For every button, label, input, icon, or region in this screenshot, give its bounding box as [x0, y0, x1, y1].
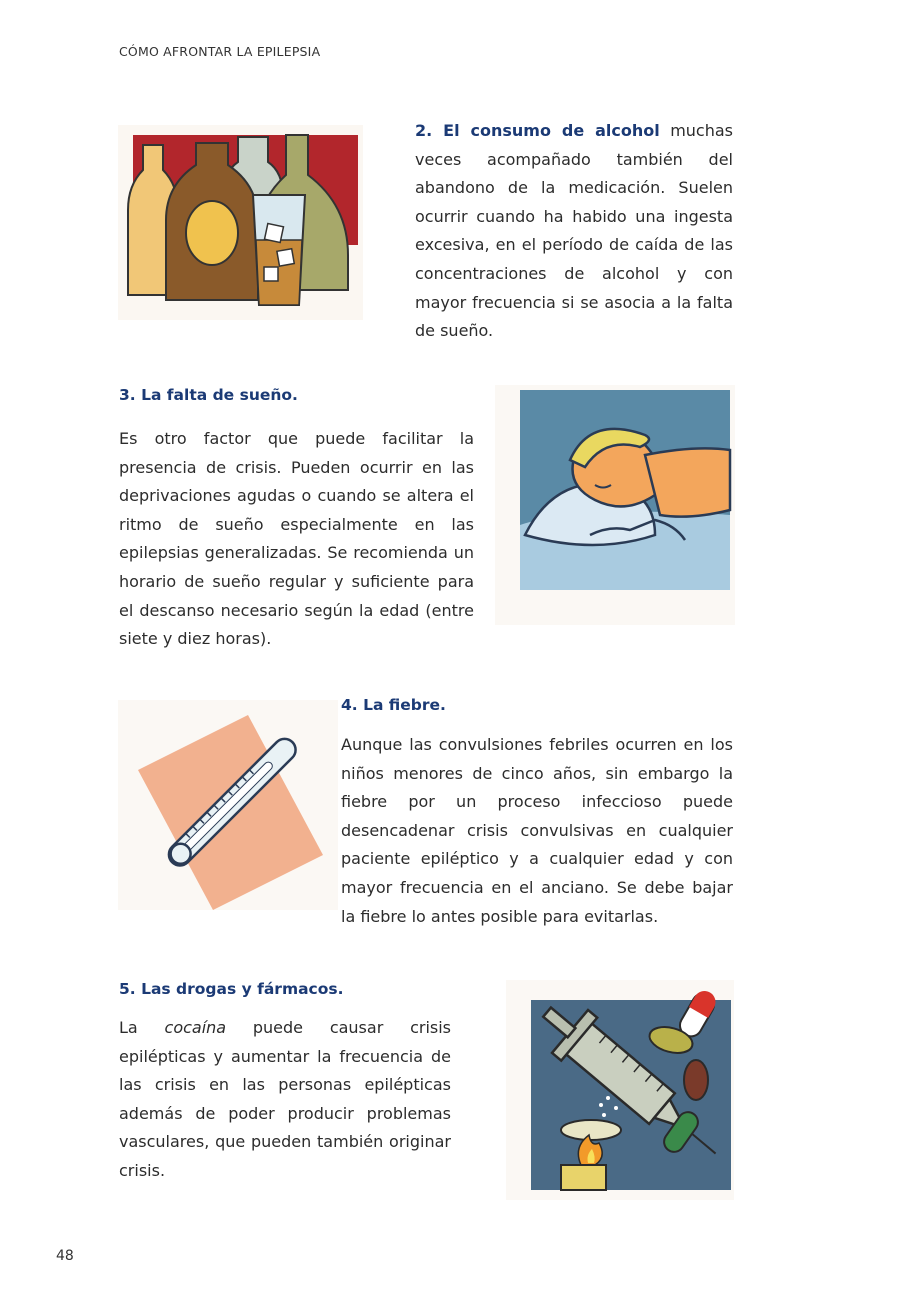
alcohol-bottles-icon	[118, 125, 363, 320]
section-alcohol-text	[415, 117, 733, 346]
section-drugs-text-before: La	[119, 1018, 165, 1037]
section-fever-heading: 4. La fiebre.	[341, 696, 446, 714]
section-drugs-text	[119, 1014, 451, 1186]
running-title: CÓMO AFRONTAR LA EPILEPSIA	[119, 44, 321, 59]
section-sleep-heading: 3. La falta de sueño.	[119, 386, 298, 404]
sleeping-person-icon	[495, 385, 735, 625]
section-sleep-text: Es otro factor que puede facilitar la presencia de crisis. Pueden ocurrir en las deprivaciones agudas o cuando se altera el ritmo de sueño especialmente en las epilepsias generalizadas. Se recomienda un horario de sueño regular y suficiente para el descanso necesario según la edad (entre siete y diez horas).	[119, 429, 474, 649]
section-alcohol-body: muchas veces acompañado también del abandono de la medicación. Suelen ocurrir cuando ha habido una ingesta excesiva, en el período de caída de las concentraciones de alcohol y con mayor frecuencia si se asocia a la falta de sueño.	[415, 121, 734, 341]
page-number: 48	[56, 1248, 74, 1264]
section-fever-text: Aunque las convulsiones febriles ocurren en los niños menores de cinco años, sin embargo la fiebre por un proceso infeccioso puede desencadenar crisis convulsivas en cualquier paciente epiléptico y a cualquier edad y con mayor frecuencia en el anciano. Se debe bajar la fiebre lo antes posible para evitarlas.	[341, 735, 733, 926]
section-drugs-emphasis: cocaína	[164, 1018, 227, 1037]
section-drugs-text-after: puede causar crisis epilépticas y aumentar la frecuencia de las crisis en las personas epilépticas además de poder producir problemas vasculares, que pueden también originar crisis.	[119, 1018, 451, 1180]
section-drugs-heading: 5. Las drogas y fármacos.	[119, 980, 344, 998]
syringe-pills-icon	[506, 980, 734, 1200]
section-alcohol-lead: 2. El consumo de alcohol	[415, 121, 660, 140]
thermometer-icon	[118, 700, 338, 910]
